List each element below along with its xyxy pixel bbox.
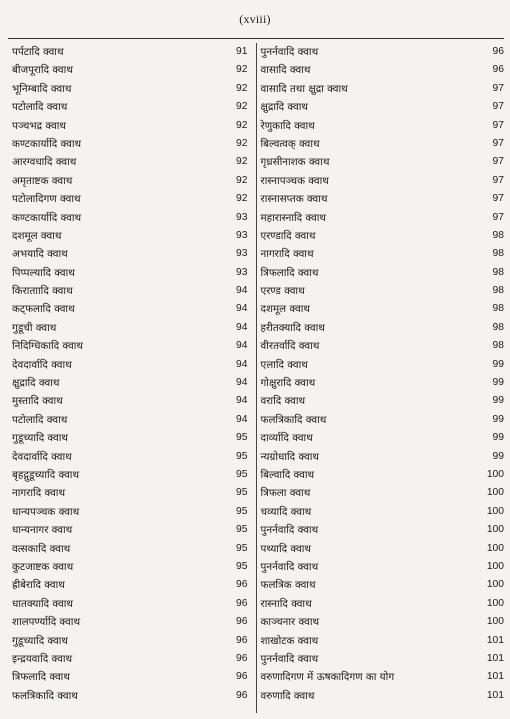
entry-page-number: 97 — [492, 101, 504, 113]
contents-entry — [257, 613, 505, 631]
entry-title: पुनर्नवादि क्वाथ — [260, 524, 319, 537]
contents-entry — [257, 319, 505, 337]
entry-page-number: 100 — [486, 542, 504, 554]
entry-title: ह्रीबेरादि क्वाथ — [12, 579, 65, 592]
contents-entry — [8, 356, 256, 374]
contents-entry — [8, 337, 256, 355]
contents-entry — [8, 595, 256, 613]
entry-page-number: 91 — [236, 46, 248, 57]
contents-entry — [8, 209, 256, 227]
entry-page-number: 98 — [492, 340, 504, 352]
contents-entry — [257, 595, 505, 613]
entry-title: त्रिफलादि क्वाथ — [12, 671, 70, 684]
entry-page-number: 98 — [492, 229, 504, 241]
contents-entry — [257, 374, 505, 392]
entry-page-number: 100 — [486, 560, 504, 572]
entry-page-number: 100 — [486, 487, 504, 499]
entry-title: पटोलादिगण क्वाथ — [12, 193, 81, 206]
contents-entry — [8, 374, 256, 392]
contents-entry — [257, 98, 505, 116]
contents-entry — [8, 392, 256, 410]
contents-entry — [8, 558, 256, 576]
entry-page-number: 93 — [236, 266, 248, 278]
contents-entry — [257, 558, 505, 576]
contents-entry — [257, 209, 505, 227]
contents-entry — [8, 98, 256, 116]
contents-entry — [257, 337, 505, 355]
contents-entry — [257, 80, 505, 98]
header-rule — [8, 38, 504, 39]
entry-title: गुडूच्यादि क्वाथ — [12, 432, 69, 445]
entry-title: पटोलादि क्वाथ — [12, 101, 68, 114]
contents-entry — [8, 411, 256, 429]
entry-title: चव्यादि क्वाथ — [260, 505, 312, 518]
entry-title: रास्नासप्तक क्वाथ — [260, 193, 328, 206]
entry-title: धातक्यादि क्वाथ — [12, 597, 74, 610]
entry-title: पटोलादि क्वाथ — [12, 413, 68, 426]
entry-page-number: 100 — [486, 505, 504, 517]
entry-title: रास्नादि क्वाथ — [260, 597, 312, 610]
entry-title: फलत्रिकादि क्वाथ — [260, 413, 327, 426]
entry-title: कण्टकार्यादि क्वाथ — [12, 137, 82, 150]
entry-page-number: 92 — [236, 82, 248, 94]
contents-entry — [257, 503, 505, 521]
contents-entry — [8, 668, 256, 686]
entry-page-number: 93 — [236, 211, 248, 223]
entry-title: गोक्षुरादि क्वाथ — [260, 377, 316, 390]
entry-title: पथ्यादि क्वाथ — [260, 542, 311, 555]
contents-entry — [8, 43, 256, 61]
entry-title: पञ्चभद्र क्वाथ — [12, 119, 66, 132]
entry-title: वासादि तथा क्षुद्रा क्वाथ — [260, 82, 348, 95]
entry-title: निदिग्धिकादि क्वाथ — [12, 340, 83, 353]
entry-title: महारास्नादि क्वाथ — [260, 211, 326, 224]
entry-title: न्यग्रोधादि क्वाथ — [260, 450, 319, 463]
entry-title: वरादि क्वाथ — [260, 395, 306, 408]
contents-entry — [8, 80, 256, 98]
entry-page-number: 94 — [236, 413, 248, 425]
contents-entry — [257, 668, 505, 686]
contents-entry — [257, 245, 505, 263]
entry-page-number: 100 — [486, 468, 504, 480]
entry-title: एरण्डादि क्वाथ — [260, 229, 316, 242]
entry-title: भूनिम्बादि क्वाथ — [12, 82, 72, 95]
contents-entry — [8, 503, 256, 521]
left-column — [8, 43, 256, 713]
entry-page-number: 92 — [236, 193, 248, 205]
entry-page-number: 95 — [236, 542, 248, 554]
contents-entry — [8, 466, 256, 484]
contents-entry — [8, 135, 256, 153]
contents-entry — [257, 117, 505, 135]
entry-page-number: 96 — [492, 46, 504, 57]
entry-page-number: 94 — [236, 340, 248, 352]
contents-entry — [257, 172, 505, 190]
entry-page-number: 100 — [486, 597, 504, 609]
entry-title: धान्यनागर क्वाथ — [12, 524, 73, 537]
contents-entry — [257, 135, 505, 153]
entry-title: फलत्रिकादि क्वाथ — [12, 689, 78, 702]
entry-title: एरण्ड क्वाथ — [260, 285, 305, 298]
entry-title: गृध्रसीनाशक क्वाथ — [260, 156, 330, 169]
entry-title: क्षुद्रादि क्वाथ — [12, 377, 60, 390]
entry-title: पिप्पल्यादि क्वाथ — [12, 266, 75, 279]
contents-entry — [8, 264, 256, 282]
entry-title: दशमूल क्वाथ — [12, 229, 62, 242]
entry-page-number: 100 — [486, 579, 504, 591]
contents-entry — [8, 650, 256, 668]
contents-entry — [8, 448, 256, 466]
contents-entry — [8, 687, 256, 705]
contents-entry — [8, 484, 256, 502]
entry-title: त्रिफला क्वाथ — [260, 487, 311, 500]
entry-page-number: 99 — [492, 450, 504, 462]
entry-title: काञ्चनार क्वाथ — [260, 616, 320, 629]
entry-page-number: 97 — [492, 174, 504, 186]
contents-entry — [257, 576, 505, 594]
entry-page-number: 95 — [236, 432, 248, 444]
entry-page-number: 97 — [492, 119, 504, 131]
entry-title: वत्सकादि क्वाथ — [12, 542, 71, 555]
contents-entry — [257, 484, 505, 502]
entry-title: पुनर्नवादि क्वाथ — [260, 652, 319, 665]
entry-page-number: 92 — [236, 64, 248, 76]
entry-title: पुनर्नवादि क्वाथ — [260, 46, 319, 58]
entry-page-number: 94 — [236, 377, 248, 389]
contents-entry — [257, 540, 505, 558]
entry-page-number: 96 — [236, 597, 248, 609]
entry-page-number: 99 — [492, 358, 504, 370]
contents-entry — [257, 61, 505, 79]
entry-title: इन्द्रयवादि क्वाथ — [12, 652, 73, 665]
entry-title: दार्व्यादि क्वाथ — [260, 432, 313, 445]
entry-title: वीरतर्वादि क्वाथ — [260, 340, 320, 353]
entry-title: मुस्तादि क्वाथ — [12, 395, 63, 408]
entry-title: पर्पटादि क्वाथ — [12, 46, 64, 58]
entry-page-number: 95 — [236, 560, 248, 572]
entry-page-number: 96 — [492, 64, 504, 76]
contents-entry — [257, 632, 505, 650]
entry-page-number: 95 — [236, 487, 248, 499]
contents-entry — [8, 61, 256, 79]
contents-entry — [257, 411, 505, 429]
entry-page-number: 95 — [236, 450, 248, 462]
contents-entry — [257, 300, 505, 318]
entry-page-number: 98 — [492, 303, 504, 315]
entry-page-number: 98 — [492, 248, 504, 260]
contents-entry — [257, 466, 505, 484]
contents-entry — [8, 245, 256, 263]
entry-page-number: 92 — [236, 174, 248, 186]
contents-entry — [8, 576, 256, 594]
entry-title: किराताादि क्वाथ — [12, 285, 73, 298]
entry-title: बिल्वादि क्वाथ — [260, 468, 315, 481]
contents-entry — [8, 300, 256, 318]
entry-page-number: 95 — [236, 524, 248, 536]
contents-entry — [257, 392, 505, 410]
entry-page-number: 95 — [236, 505, 248, 517]
contents-entry — [257, 448, 505, 466]
entry-title: रेणुकादि क्वाथ — [260, 119, 315, 132]
entry-title: एलादि क्वाथ — [260, 358, 308, 371]
entry-title: बीजपूरादि क्वाथ — [12, 64, 73, 77]
entry-page-number: 92 — [236, 156, 248, 168]
entry-page-number: 101 — [486, 671, 504, 683]
entry-page-number: 101 — [486, 689, 504, 701]
entry-title: त्रिफलादि क्वाथ — [260, 266, 319, 279]
contents-entry — [8, 429, 256, 447]
entry-page-number: 96 — [236, 634, 248, 646]
entry-title: हरीतक्यादि क्वाथ — [260, 321, 325, 334]
contents-entry — [257, 650, 505, 668]
entry-title: देवदार्वादि क्वाथ — [12, 450, 72, 463]
contents-entry — [8, 319, 256, 337]
entry-title: शाखोटक क्वाथ — [260, 634, 319, 647]
contents-entry — [257, 264, 505, 282]
entry-page-number: 97 — [492, 82, 504, 94]
contents-entry — [257, 227, 505, 245]
entry-title: नागरादि क्वाथ — [12, 487, 66, 500]
entry-page-number: 97 — [492, 211, 504, 223]
entry-title: पुनर्नवादि क्वाथ — [260, 560, 319, 573]
contents-entry — [257, 687, 505, 705]
entry-title: शालपर्ण्यादि क्वाथ — [12, 616, 81, 629]
entry-page-number: 99 — [492, 377, 504, 389]
entry-page-number: 94 — [236, 285, 248, 297]
contents-entry — [8, 153, 256, 171]
page-number-header: (xviii) — [239, 12, 271, 26]
entry-page-number: 96 — [236, 616, 248, 628]
contents-entry — [8, 613, 256, 631]
entry-title: वरुणादिगण में ऊषकादिगण का योग — [260, 671, 395, 684]
entry-page-number: 92 — [236, 119, 248, 131]
entry-page-number: 96 — [236, 652, 248, 664]
entry-title: अभयादि क्वाथ — [12, 248, 68, 261]
contents-columns — [8, 43, 504, 713]
entry-title: नागरादि क्वाथ — [260, 248, 314, 261]
entry-page-number: 94 — [236, 321, 248, 333]
contents-entry — [8, 282, 256, 300]
entry-page-number: 94 — [236, 303, 248, 315]
contents-entry — [8, 632, 256, 650]
entry-page-number: 97 — [492, 156, 504, 168]
entry-page-number: 95 — [236, 468, 248, 480]
contents-entry — [257, 356, 505, 374]
contents-entry — [8, 172, 256, 190]
entry-title: धान्यपञ्चक क्वाथ — [12, 505, 80, 518]
entry-title: दशमूल क्वाथ — [260, 303, 310, 316]
entry-page-number: 92 — [236, 101, 248, 113]
contents-entry — [257, 190, 505, 208]
entry-page-number: 93 — [236, 248, 248, 260]
contents-entry — [257, 521, 505, 539]
entry-title: गुडूची क्वाथ — [12, 321, 57, 334]
entry-page-number: 100 — [486, 616, 504, 628]
entry-title: अमृताष्टक क्वाथ — [12, 174, 73, 187]
contents-entry — [257, 282, 505, 300]
entry-title: आरग्वधादि क्वाथ — [12, 156, 77, 169]
entry-title: फलत्रिक क्वाथ — [260, 579, 316, 592]
entry-page-number: 97 — [492, 193, 504, 205]
entry-page-number: 99 — [492, 432, 504, 444]
entry-title: बृहद्गुडूच्यादि क्वाथ — [12, 468, 80, 481]
contents-entry — [8, 117, 256, 135]
entry-page-number: 101 — [486, 634, 504, 646]
entry-title: वरुणादि क्वाथ — [260, 689, 315, 702]
contents-entry — [257, 153, 505, 171]
entry-page-number: 98 — [492, 321, 504, 333]
entry-page-number: 101 — [486, 652, 504, 664]
entry-page-number: 99 — [492, 395, 504, 407]
entry-page-number: 94 — [236, 358, 248, 370]
entry-page-number: 97 — [492, 137, 504, 149]
contents-entry — [257, 43, 505, 61]
entry-title: रास्नापञ्चक क्वाथ — [260, 174, 329, 187]
entry-page-number: 96 — [236, 671, 248, 683]
entry-page-number: 99 — [492, 413, 504, 425]
entry-title: क्षुद्रादि क्वाथ — [260, 101, 309, 114]
entry-page-number: 100 — [486, 524, 504, 536]
contents-entry — [8, 540, 256, 558]
entry-title: गुडूच्यादि क्वाथ — [12, 634, 69, 647]
contents-entry — [257, 429, 505, 447]
entry-title: देवदार्वादि क्वाथ — [12, 358, 72, 371]
entry-title: कण्टकार्यादि क्वाथ — [12, 211, 82, 224]
entry-page-number: 93 — [236, 229, 248, 241]
entry-title: कुटजाष्टक क्वाथ — [12, 560, 74, 573]
entry-title: वासादि क्वाथ — [260, 64, 311, 77]
entry-page-number: 94 — [236, 395, 248, 407]
entry-page-number: 98 — [492, 266, 504, 278]
contents-entry — [8, 227, 256, 245]
entry-title: कट्फलादि क्वाथ — [12, 303, 75, 316]
entry-page-number: 96 — [236, 579, 248, 591]
contents-entry — [8, 521, 256, 539]
entry-title: बिल्वत्वक् क्वाथ — [260, 137, 320, 150]
entry-page-number: 96 — [236, 689, 248, 701]
right-column — [256, 43, 505, 713]
entry-page-number: 92 — [236, 137, 248, 149]
entry-page-number: 98 — [492, 285, 504, 297]
contents-entry — [8, 190, 256, 208]
